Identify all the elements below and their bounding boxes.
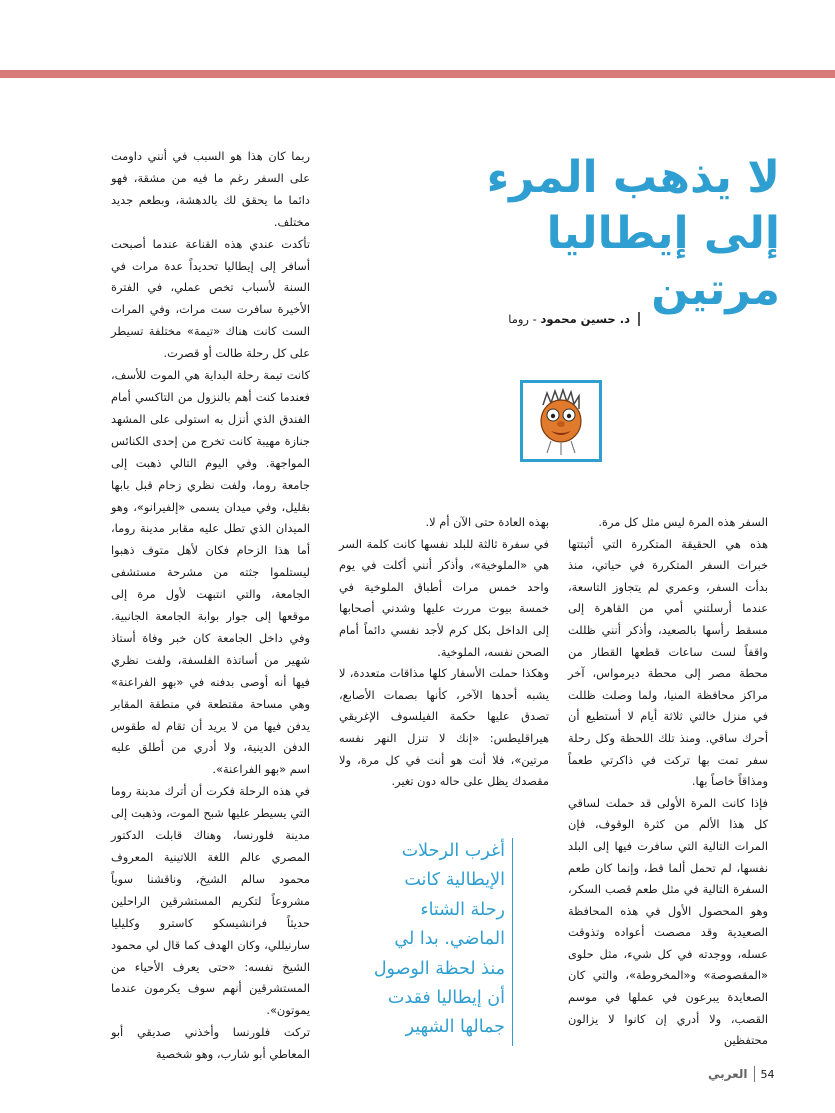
author-name: د. حسين محمود	[540, 312, 630, 326]
paragraph: كانت تيمة رحلة البداية هي الموت للأسف، فعندما كنت أهم بالنزول من التاكسي أمام الفندق الذي أنزل به استولى على المشهد جنازة مهيبة كانت تخرج من إحدى الكنائس المواجهة. وفي اليوم التالي ذهبت إلى جامعة روما، ولفت نظري زحام قبل بابها بقليل، وفي ميدان يسمى «إلفيرانو»، وهو الميدان الذي تطل عليه مقابر مدينة روما، أما هذا الزحام فكان لأهل متوف ذهبوا ليستلموا جثته من مشرحة مستشفى الجامعة، والتي انتبهت لأول مرة إلى موقعها إلى جوار بوابة الجامعة الجانبية. وفي داخل الجامعة كان خبر وفاة أستاذ شهير من أساتذة الفلسفة، ولفت نظري فيها أنه أوصى بدفنه في «بهو الفراعنة» وهي مساحة مقتطعة في منطقة المقابر يدفن فيها من لا يريد أن تقام له طقوس الدفن الدينية، ولا أدري من أطلق عليه اسم «بهو الفراعنة».	[111, 368, 310, 777]
page-number: 54	[760, 1067, 775, 1081]
author-caricature-icon	[523, 383, 599, 459]
headline-line-2: إلى إيطاليا مرتين	[546, 208, 780, 315]
paragraph: فإذا كانت المرة الأولى قد حملت لساقي كل هذا الألم من كثرة الوقوف، فإن المرات التالية التي سافرت فيها إلى البلد نفسها، لم تحمل ألما قط، وإنما كان طعم السفرة التالية في مثل طعم قصب السكر، وهو المحصول الأول في هذه المحافظة الصعيدية وقد مصصت أعواده وتذوقت عسله، ووجدته في كل شيء، مثل حلوى «المقصوصة» و«المخروطة»، والتي كان الصعايدة يبرعون في عملها في موسم القصب، ولا أدري إن كانوا لا يزالون محتفظين	[568, 795, 768, 1048]
article-column-middle	[339, 512, 549, 793]
byline-location: - روما	[508, 312, 537, 326]
article-column-right	[568, 512, 768, 1052]
pullquote-line: منذ لحظة الوصول	[373, 958, 505, 979]
paragraph: بهذه العادة حتى الآن أم لا.	[425, 515, 549, 529]
pullquote-rule	[512, 838, 513, 1046]
pullquote-line: رحلة الشتاء	[420, 899, 505, 920]
pullquote-line: جمالها الشهير	[405, 1017, 505, 1038]
magazine-logo: العربي	[708, 1067, 748, 1081]
pullquote-line: أغرب الرحلات	[401, 841, 505, 861]
author-portrait	[520, 380, 602, 462]
article-headline	[420, 150, 780, 318]
paragraph: وهكذا حملت الأسفار كلها مذاقات متعددة، لا يشبه أحدها الآخر، كأنها بصمات الأصابع، تصدق عليها حكمة الفيلسوف الإغريقي هيراقليطس: «إنك لا تنزل النهر نفسه مرتين»، فلا أنت هو أنت في كل مرة، ولا مقصدك يظل على حاله دون تغير.	[339, 666, 549, 789]
pullquote-line: أن إيطاليا فقدت	[387, 988, 505, 1009]
paragraph: تأكدت عندي هذه القناعة عندما أصبحت أسافر إلى إيطاليا تحديداً عدة مرات في السنة لأسباب تخص عملي، في الفترة الأخيرة سافرت ست مرات، وفي المرات الست كانت هناك «تيمة» مختلفة تسيطر على كل رحلة طالت أو قصرت.	[111, 236, 310, 361]
pullquote-line: الإيطالية كانت	[404, 870, 505, 891]
pullquote-line: الماضي. بدا لي	[394, 929, 505, 950]
footer-divider	[754, 1066, 755, 1082]
top-accent-bar	[0, 70, 835, 78]
paragraph: ربما كان هذا هو السبب في أنني داومت على السفر رغم ما فيه من مشقة، فهو دائما ما يحقق لك بالدهشة، وبطعم جديد مختلف.	[111, 149, 310, 229]
headline-line-1: لا يذهب المرء	[486, 152, 780, 203]
article-column-left	[111, 146, 310, 1066]
page-footer	[708, 1062, 775, 1086]
paragraph: في هذه الرحلة فكرت أن أترك مدينة روما التي يسيطر عليها شبح الموت، وذهبت إلى مدينة فلورنسا، وهناك قابلت الدكتور المصري عالم اللغة اللاتينية المعروف محمود سالم الشيخ، وناقشنا سوياً مشروعاً لتكريم المستشرقين الراحلين حديثاً فرانشيسكو كاسترو وكليليا سارنيللي، وكان الهدف كما قال لي محمود الشيخ نفسه: «حتى يعرف الأحياء من المستشرقين أنهم سوف يكرمون عندما يموتون».	[111, 784, 310, 1018]
pull-quote	[340, 837, 505, 1043]
paragraph: في سفرة ثالثة للبلد نفسها كانت كلمة السر هي «الملوخية»، وأذكر أنني أكلت في يوم واحد خمس مرات أطباق الملوخية في خمسة بيوت مررت عليها وشدني أصحابها إلى الداخل بكل كرم لأجد نفسي دائماً أمام الصحن نفسه، الملوخية.	[339, 536, 549, 659]
byline	[460, 312, 640, 326]
paragraph: تركت فلورنسا وأخذني صديقي أبو المعاطي أبو شارب، وهو شخصية	[111, 1025, 310, 1062]
paragraph: السفر هذه المرة ليس مثل كل مرة.	[598, 515, 768, 529]
paragraph: هذه هي الحقيقة المتكررة التي أثبتتها خبرات السفر المتكررة في حياتي، منذ بدأت السفر، وعمري لم يتجاوز التاسعة، عندما أرسلتني أمي من القاهرة إلى مسقط رأسها بالصعيد، وأذكر أنني ظللت واقفاً لست ساعات قطعها القطار من محطة مصر إلى محطة ديرمواس، آخر مراكز محافظة المنيا، ولما وصلت ظللت في منزل خالتي ثلاثة أيام لا أستطيع أن أحرك ساقي. ومنذ تلك اللحظة وكل رحلة سفر تمت بها تركت في ذاكرتي طعماً ومذاقاً خاصاً بها.	[568, 536, 768, 789]
